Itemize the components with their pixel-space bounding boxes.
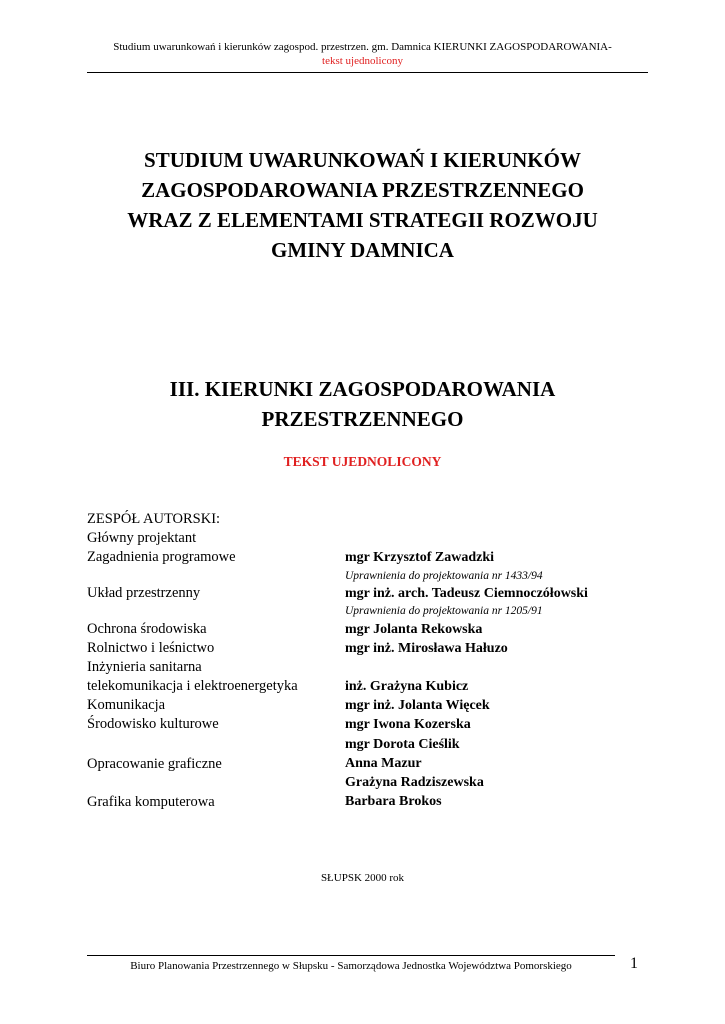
header-line-2: tekst ujednolicony — [322, 55, 403, 67]
role-graphics: Opracowanie graficzne — [87, 756, 222, 772]
name-brokos: Barbara Brokos — [345, 794, 442, 809]
role-agriculture: Rolnictwo i leśnictwo — [87, 640, 215, 656]
footer-divider — [87, 955, 615, 956]
name-kozerska: mgr Iwona Kozerska — [345, 717, 471, 732]
title-line-4: GMINY DAMNICA — [271, 238, 454, 262]
section-title — [60, 374, 665, 434]
role-environment: Ochrona środowiska — [87, 621, 207, 637]
name-haluzo: mgr inż. Mirosława Hałuzo — [345, 641, 508, 656]
license-zawadzki: Uprawnienia do projektowania nr 1433/94 — [345, 570, 543, 582]
name-mazur: Anna Mazur — [345, 756, 422, 771]
role-transport: Komunikacja — [87, 697, 166, 713]
title-line-2: ZAGOSPODAROWANIA PRZESTRZENNEGO — [141, 178, 584, 202]
title-line-3: WRAZ Z ELEMENTAMI STRATEGII ROZWOJU — [127, 208, 598, 232]
name-ciemnoczolowski: mgr inż. arch. Tadeusz Ciemnoczółowski — [345, 586, 588, 601]
header-line-1: Studium uwarunkowań i kierunków zagospod. przestrzen. gm. Damnica KIERUNKI ZAGOSPODAROWANIA- — [113, 41, 612, 53]
role-telecom: telekomunikacja i elektroenergetyka — [87, 678, 298, 694]
document-title — [60, 145, 665, 265]
subtitle: TEKST UJEDNOLICONY — [283, 454, 442, 469]
header-divider — [87, 72, 648, 73]
name-cieslik: mgr Dorota Cieślik — [345, 737, 460, 752]
section-title-line-1: III. KIERUNKI ZAGOSPODAROWANIA — [169, 377, 556, 401]
name-radziszewska: Grażyna Radziszewska — [345, 775, 484, 790]
place-date: SŁUPSK 2000 rok — [320, 872, 405, 884]
license-ciemnoczolowski: Uprawnienia do projektowania nr 1205/91 — [345, 605, 543, 617]
name-rekowska: mgr Jolanta Rekowska — [345, 622, 483, 637]
footer-text: Biuro Planowania Przestrzennego w Słupsku - Samorządowa Jednostka Województwa Pomorskiego — [130, 960, 572, 972]
role-spatial: Układ przestrzenny — [87, 585, 201, 601]
role-culture: Środowisko kulturowe — [87, 716, 219, 732]
running-header — [60, 40, 665, 68]
role-sanitary: Inżynieria sanitarna — [87, 659, 202, 675]
name-wiecek: mgr inż. Jolanta Więcek — [345, 698, 490, 713]
name-zawadzki: mgr Krzysztof Zawadzki — [345, 550, 495, 565]
role-programming: Zagadnienia programowe — [87, 549, 236, 565]
title-line-1: STUDIUM UWARUNKOWAŃ I KIERUNKÓW — [144, 148, 581, 172]
name-kubicz: inż. Grażyna Kubicz — [345, 679, 469, 694]
role-main-designer: Główny projektant — [87, 530, 197, 546]
section-title-line-2: PRZESTRZENNEGO — [261, 407, 464, 431]
page-number: 1 — [630, 955, 638, 972]
role-computer-graphics: Grafika komputerowa — [87, 794, 215, 810]
team-heading: ZESPÓŁ AUTORSKI: — [87, 511, 221, 527]
